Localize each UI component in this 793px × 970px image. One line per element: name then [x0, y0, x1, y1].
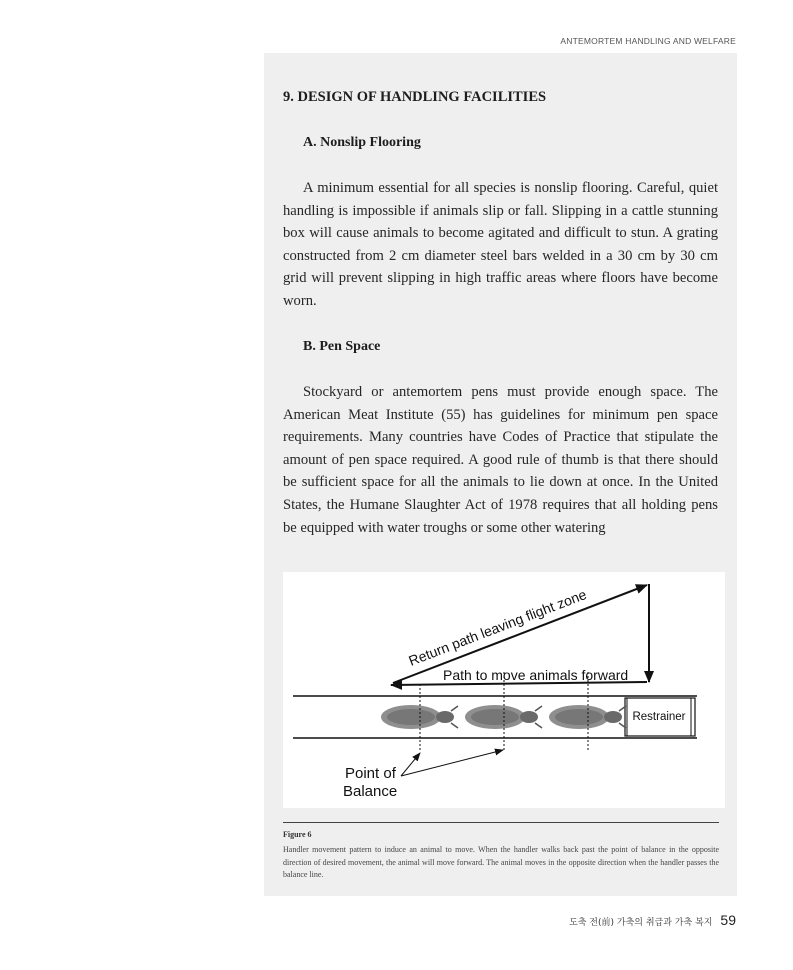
forward-path-label: Path to move animals forward — [443, 667, 629, 683]
figure-caption: Handler movement pattern to induce an animal to move. When the handler walks back past the point of balance in the opposite direction of desired movement, the animal will move forward. The animal moves in the opposite direction when the handler passes the balance line. — [283, 845, 719, 879]
page-footer — [569, 912, 736, 928]
handler-movement-diagram — [283, 572, 725, 808]
point-of-balance-label-2: Balance — [343, 783, 398, 800]
figure-diagram — [283, 572, 725, 808]
figure-divider — [283, 822, 719, 823]
paragraph-nonslip-flooring: A minimum essential for all species is nonslip flooring. Careful, quiet handling is impossible if animals slip or fall. Slipping in a cattle stunning box will cause animals to become agitated and difficult to stun. A grating constructed from 2 cm diameter steel bars welded in a 30 cm by 30 cm grid will prevent slipping in high traffic areas where floors have become worn. — [283, 180, 718, 309]
balance-pointer-2 — [401, 750, 503, 776]
figure-label: Figure 6 — [283, 830, 312, 839]
footer-book-title: 도축 전(前) 가축의 취급과 가축 복지 — [569, 918, 713, 928]
paragraph-pen-space: Stockyard or antemortem pens must provide enough space. The American Meat Institute (55) has guidelines for minimum pen space requirements. Many countries have Codes of Practice that stipulate the amount of pen space required. A good rule of thumb is that there should be sufficient space for all the animals to lie down at once. In the United States, the Humane Slaughter Act of 1978 requires that all holding pens be equipped with water troughs or some other watering — [283, 384, 718, 536]
subsection-heading-pen-space: B. Pen Space — [303, 339, 381, 354]
return-path-label: Return path leaving flight zone — [406, 586, 589, 669]
balance-pointer-1 — [401, 753, 420, 776]
page-number: 59 — [720, 912, 736, 928]
point-of-balance-label-1: Point of — [345, 765, 396, 782]
restrainer-label: Restrainer — [632, 711, 686, 723]
subsection-heading-nonslip: A. Nonslip Flooring — [303, 135, 421, 150]
section-title: 9. DESIGN OF HANDLING FACILITIES — [283, 89, 547, 105]
restrainer-box — [625, 698, 695, 736]
running-header: ANTEMORTEM HANDLING AND WELFARE — [560, 36, 736, 46]
